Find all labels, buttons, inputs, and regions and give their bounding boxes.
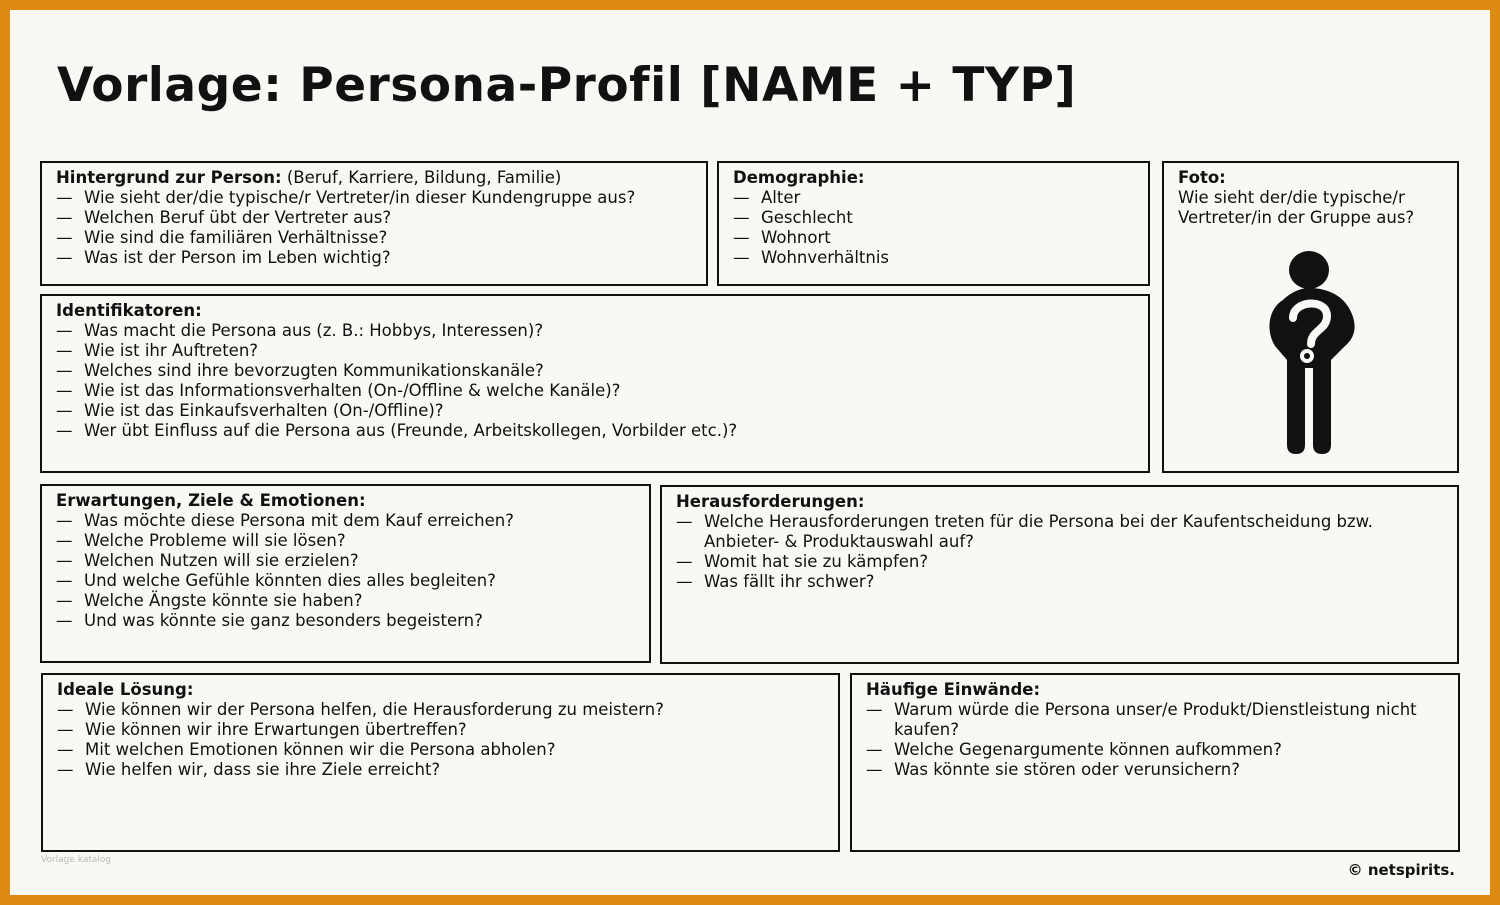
list-item: — Was ist der Person im Leben wichtig?: [56, 248, 692, 268]
background-box: [40, 161, 708, 286]
background-list: [56, 188, 692, 268]
watermark: Vorlage katalog: [41, 855, 112, 865]
list-item: — Was möchte diese Persona mit dem Kauf erreichen?: [56, 511, 635, 531]
list-item: — Wohnverhältnis: [733, 248, 1134, 268]
list-item: — Welche Gegenargumente können aufkommen?: [866, 740, 1444, 760]
list-item: — Wer übt Einfluss auf die Persona aus (Freunde, Arbeitskollegen, Vorbilder etc.)?: [56, 421, 1134, 441]
list-item: — Wie können wir ihre Erwartungen übertreffen?: [57, 720, 824, 740]
background-heading: Hintergrund zur Person:: [56, 168, 282, 187]
list-item: — Alter: [733, 188, 1134, 208]
list-item: — Womit hat sie zu kämpfen?: [676, 552, 1443, 572]
list-item: — Wie können wir der Persona helfen, die Herausforderung zu meistern?: [57, 700, 824, 720]
list-item: — Wie ist das Informationsverhalten (On-/Offline & welche Kanäle)?: [56, 381, 1134, 401]
challenges-box: [660, 485, 1459, 664]
expectations-list: [56, 511, 635, 631]
list-item: — Wie ist ihr Auftreten?: [56, 341, 1134, 361]
photo-text: Wie sieht der/die typische/r Vertreter/in der Gruppe aus?: [1178, 188, 1415, 227]
list-item: — Geschlecht: [733, 208, 1134, 228]
objections-box: [850, 673, 1460, 852]
photo-heading: Foto:: [1178, 168, 1226, 187]
brand-logo: © netspirits.: [1347, 861, 1455, 879]
identifiers-box: [40, 294, 1150, 473]
demographics-heading: Demographie:: [733, 168, 865, 187]
list-item: — Und was könnte sie ganz besonders begeistern?: [56, 611, 635, 631]
list-item: — Wohnort: [733, 228, 1134, 248]
list-item: — Welche Herausforderungen treten für die Persona bei der Kaufentscheidung bzw. Anbieter- & Produktauswahl auf?: [676, 512, 1443, 552]
list-item: — Wie helfen wir, dass sie ihre Ziele erreicht?: [57, 760, 824, 780]
list-item: — Mit welchen Emotionen können wir die Persona abholen?: [57, 740, 824, 760]
list-item: — Was könnte sie stören oder verunsichern?: [866, 760, 1444, 780]
list-item: — Welches sind ihre bevorzugten Kommunikationskanäle?: [56, 361, 1134, 381]
page-title: Vorlage: Persona-Profil [NAME + TYP]: [57, 58, 1077, 113]
list-item: — Wie sind die familiären Verhältnisse?: [56, 228, 692, 248]
demographics-box: [717, 161, 1150, 286]
identifiers-heading: Identifikatoren:: [56, 301, 202, 320]
solution-heading: Ideale Lösung:: [57, 680, 194, 699]
solution-list: [57, 700, 824, 780]
objections-list: [866, 700, 1444, 780]
objections-heading: Häufige Einwände:: [866, 680, 1041, 699]
challenges-list: [676, 512, 1443, 592]
list-item: — Wie sieht der/die typische/r Vertreter/in dieser Kundengruppe aus?: [56, 188, 692, 208]
list-item: — Welche Probleme will sie lösen?: [56, 531, 635, 551]
challenges-heading: Herausforderungen:: [676, 492, 865, 511]
list-item: — Welchen Nutzen will sie erzielen?: [56, 551, 635, 571]
person-question-icon: [1265, 250, 1357, 456]
demographics-list: [733, 188, 1134, 268]
list-item: — Was macht die Persona aus (z. B.: Hobbys, Interessen)?: [56, 321, 1134, 341]
list-item: — Warum würde die Persona unser/e Produkt/Dienstleistung nicht kaufen?: [866, 700, 1444, 740]
list-item: — Was fällt ihr schwer?: [676, 572, 1443, 592]
expectations-box: [40, 484, 651, 663]
background-note: (Beruf, Karriere, Bildung, Familie): [286, 168, 562, 187]
list-item: — Welchen Beruf übt der Vertreter aus?: [56, 208, 692, 228]
identifiers-list: [56, 321, 1134, 441]
solution-box: [41, 673, 840, 852]
list-item: — Wie ist das Einkaufsverhalten (On-/Offline)?: [56, 401, 1134, 421]
expectations-heading: Erwartungen, Ziele & Emotionen:: [56, 491, 366, 510]
list-item: — Und welche Gefühle könnten dies alles begleiten?: [56, 571, 635, 591]
list-item: — Welche Ängste könnte sie haben?: [56, 591, 635, 611]
